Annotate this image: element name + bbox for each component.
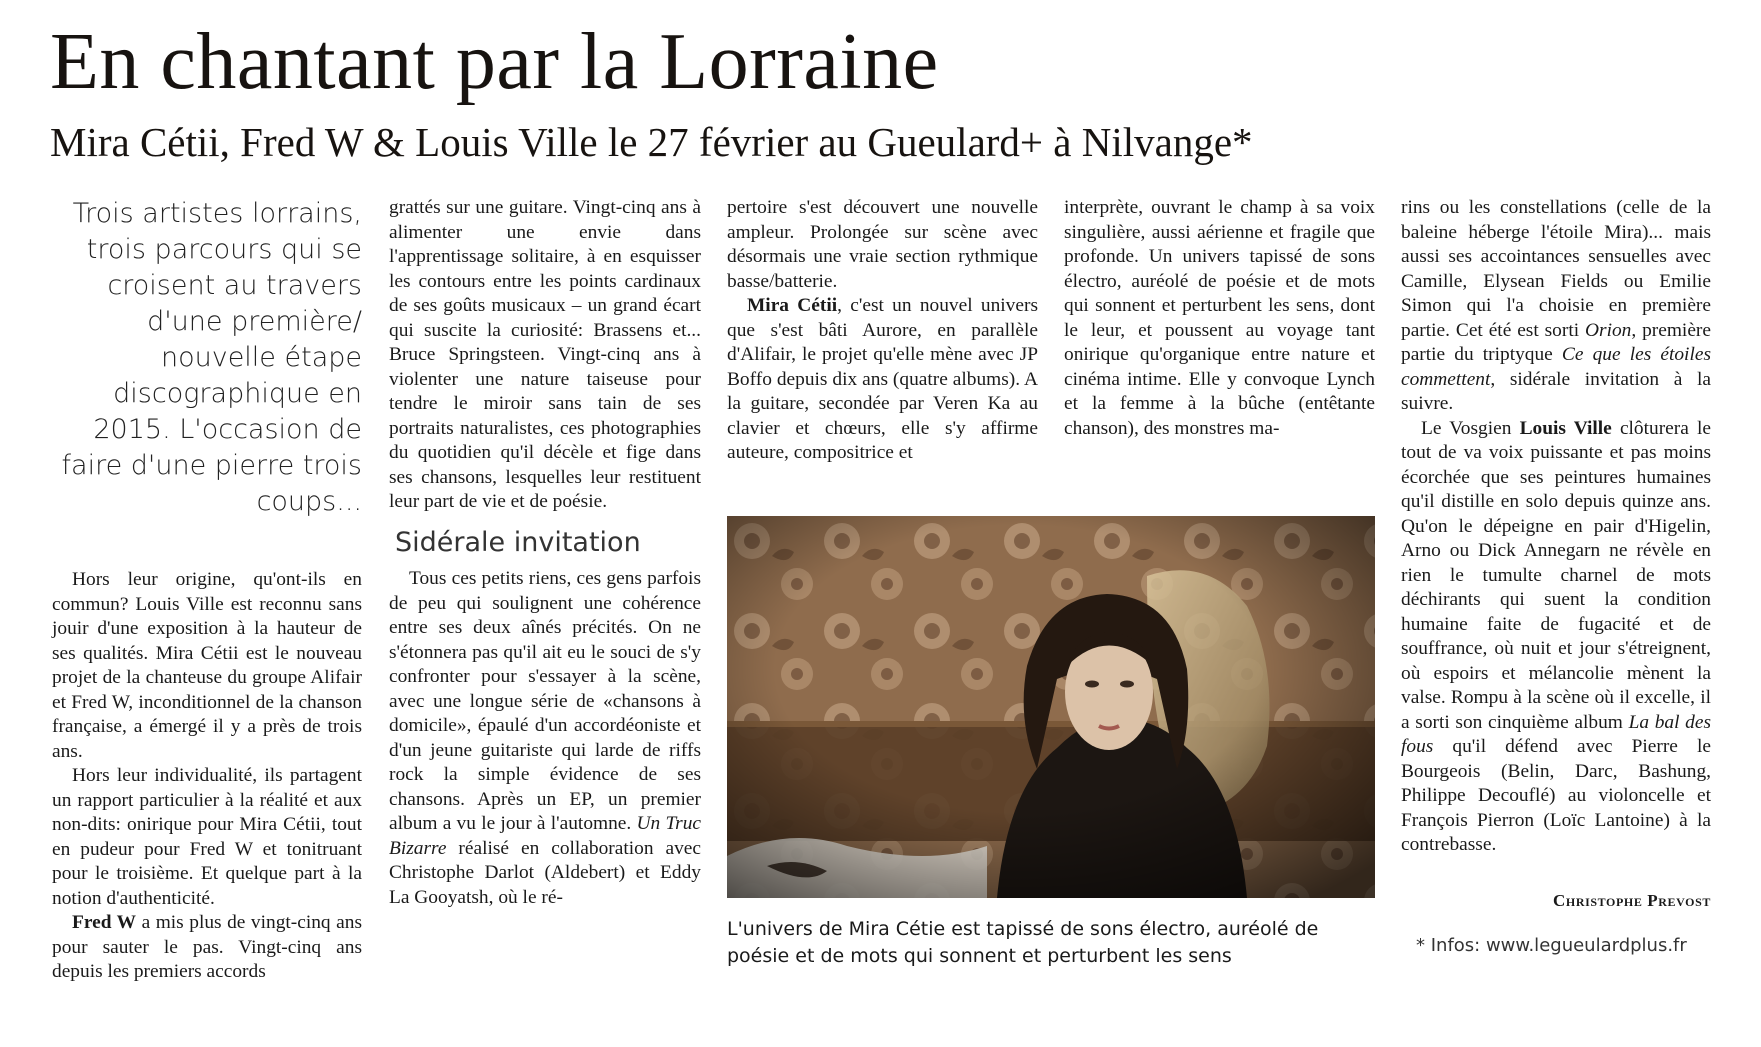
paragraph-text: clôturera le tout de va voix puissante et pas moins écorchée que ses peintures humaines qu'il distille en solo depuis quinze ans. Qu'on le dépeigne en pair d'Higelin, Arno ou Dick Annegarn ne révèle en rien le tumulte charnel de mots déchirants qui suent la condition humaine faite de fugacité et de souffrance, où nuit et jour s'étreignent, où espoirs et mélancolie mènent la valse. Rompu à la scène où il excelle, il a sorti son cinquième album [1401,417,1711,733]
author-byline: Christophe Prevost [1553,891,1711,910]
paragraph-text: , c'est un nouvel univers que s'est bâti Aurore, en parallèle d'Alifair, le projet qu'elle mène avec JP Boffo depuis dix ans (quatre albums). A la guitare, secondée par Veren Ka au clavier et chœurs, elle s'y affirme auteure, compositrice et [727,295,1038,463]
photo-illustration [727,516,1375,898]
paragraph [1401,417,1711,858]
article-headline: En chantant par la Lorraine [50,18,939,106]
paragraph-text: rins ou les constellations (celle de la baleine héberge l'étoile Mira)... mais aussi ses accointances sensuelles avec Camille, Elysean Fields ou Emilie Simon qui l'a choisie en première partie. Cet été est sorti [1401,197,1711,341]
paragraph: interprète, ouvrant le champ à sa voix singulière, aussi aérienne et fragile que profonde. Un univers tapissé de sons électro, auréolé de poésie et de mots qui sonnent et perturbent les sens, dont le leur, et poussent au voyage tant onirique qu'organique entre nature et cinéma intime. Elle y convoque Lynch et la femme à la bûche (entêtante chanson), des monstres ma- [1064,197,1375,439]
album-title: La bal des fous [1401,711,1711,757]
paragraph [389,567,701,910]
paragraph-text: , sidérale invitation à la suivre. [1401,368,1711,414]
paragraph [727,294,1038,466]
paragraph-text: a mis plus de vingt-cinq ans pour sauter le pas. Vingt-cinq ans depuis les premiers accords [52,912,362,982]
paragraph: Hors leur individualité, ils partagent un rapport particulier à la réalité et aux non-dits: onirique pour Mira Cétii, tout en pudeur pour Fred W et tonitruant pour le troisième. Et quelque part à la notion d'authenticité. [52,765,362,909]
triptych-title: Ce que les étoiles commettent [1401,344,1711,390]
footnote: * Infos: www.legueulardplus.fr [1416,935,1687,956]
article-lede: Trois artistes lorrains, trois parcours qui se croisent au travers d'une première/ nouvelle étape discographique en 2015. L'occasion de faire d'une pierre trois coups... [61,198,362,517]
column-5 [1401,196,1711,858]
artist-name: Louis Ville [1519,417,1612,439]
photo-caption: L'univers de Mira Cétie est tapissé de sons électro, auréolé de poésie et de mots qui sonnent et perturbent les sens [727,918,1319,967]
album-title: Un Truc Bizarre [389,813,702,859]
article-photo [727,516,1375,898]
paragraph-text: qu'il défend avec Pierre le Bourgeois (Belin, Darc, Bashung, Philippe Decouflé) au violoncelle et François Pierron (Loïc Lantoine) à la contrebasse. [1401,736,1711,855]
artist-name: Fred W [72,912,137,933]
paragraph [1401,196,1711,417]
album-title: Orion [1585,319,1632,341]
column-4 [1064,196,1375,441]
paragraph [52,911,362,985]
paragraph-text: , première partie du triptyque [1401,319,1711,365]
paragraph: grattés sur une guitare. Vingt-cinq ans à alimenter une envie dans l'apprentissage solitaire, à en esquisser les contours entre les points cardinaux de ses goûts musicaux – un grand écart qui suscite la curiosité: Brassens et... Bruce Springsteen. Vingt-cinq ans à violenter une nature taiseuse pour tendre le miroir sans tain de ses portraits naturalistes, ces photographies du quotidien qu'il décèle et fige dans ses chansons, lesquelles leur restituent leur part de vie et de poésie. [389,197,701,512]
paragraph-text: Tous ces petits riens, ces gens parfois de peu qui soulignent une cohérence entre ses deux aînés précités. On ne s'étonnera pas qu'il ait eu le souci de s'y confronter pour s'essayer à la scène, avec une longue série de «chansons à domicile», épaulé d'un accordéoniste et d'un jeune guitariste qui larde de riffs rock la simple évidence de ses chansons. Après un EP, un premier album a vu le jour à l'automne. [389,568,701,834]
paragraph: Hors leur origine, qu'ont-ils en commun? Louis Ville est reconnu sans jouir d'une exposition à la hauteur de ses qualités. Mira Cétii est le nouveau projet de la chanteuse du groupe Alifair et Fred W, inconditionnel de la chanson française, a émergé il y a près de trois ans. [52,569,362,762]
paragraph-text: Le Vosgien [1421,417,1520,439]
column-3 [727,196,1038,466]
section-heading: Sidérale invitation [395,526,641,558]
column-1 [52,196,362,985]
column-2 [389,196,701,910]
article-subheadline: Mira Cétii, Fred W & Louis Ville le 27 février au Gueulard+ à Nilvange* [50,119,1253,165]
artist-name: Mira Cétii [747,295,838,316]
paragraph-text: réalisé en collaboration avec Christophe Darlot (Aldebert) et Eddy La Gooyatsh, où le ré- [389,837,701,908]
paragraph: pertoire s'est découvert une nouvelle ampleur. Prolongée sur scène avec désormais une vraie section rythmique basse/batterie. [727,197,1038,292]
